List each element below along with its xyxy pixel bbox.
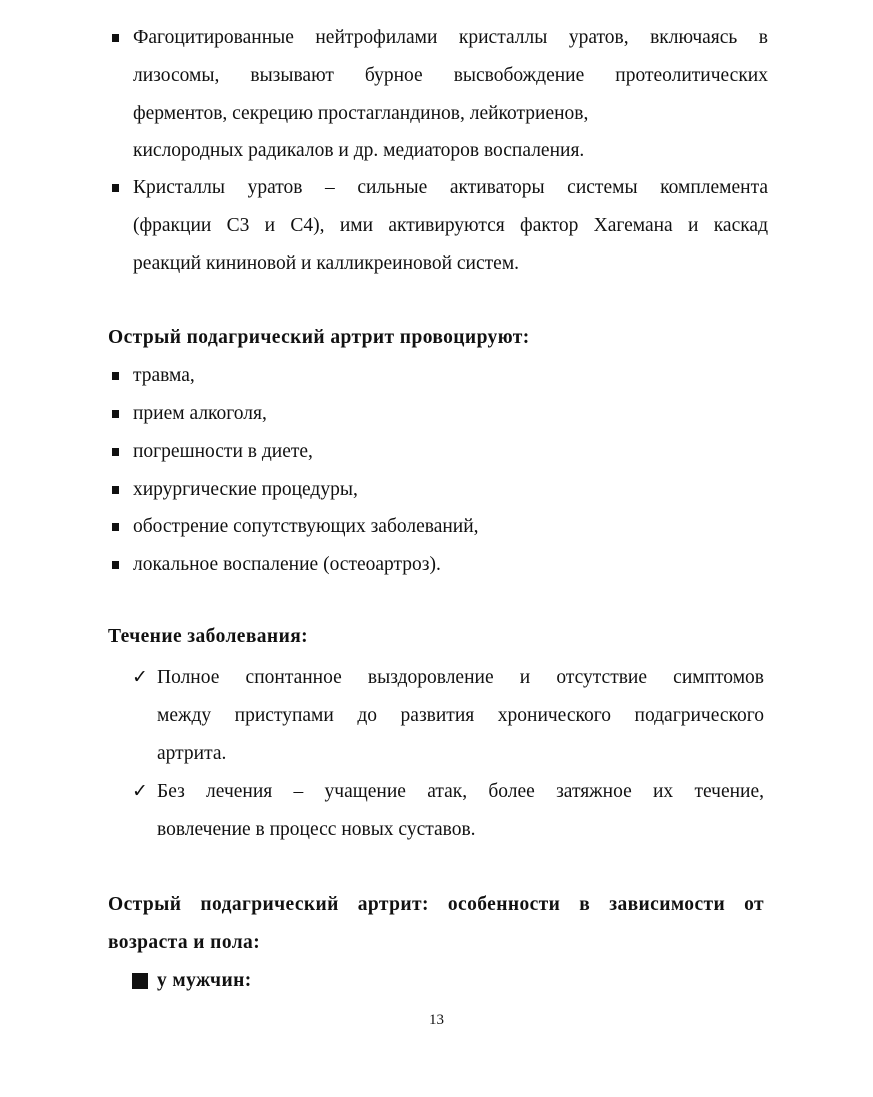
intro-bullet-2 (133, 169, 768, 282)
intro-bullet-2-line-1: Кристаллы уратов – сильные активаторы системы комплемента (133, 177, 768, 198)
course-item-2-line-1: Без лечения – учащение атак, более затяжное их течение, (157, 781, 764, 802)
age-sex-heading (108, 886, 764, 962)
course-item-1-line-1: Полное спонтанное выздоровление и отсутствие симптомов (157, 667, 764, 688)
trigger-item-1: травма, (133, 365, 195, 386)
square-bullet-icon (112, 410, 119, 418)
square-bullet-icon (112, 34, 119, 42)
large-square-bullet-icon (132, 973, 148, 989)
intro-bullet-2-line-3: реакций кининовой и калликреиновой систем. (133, 252, 520, 274)
square-bullet-icon (112, 448, 119, 456)
course-item-1-line-2: между приступами до развития хронического подагрического (157, 704, 764, 726)
square-bullet-icon (112, 486, 119, 494)
page-number: 13 (429, 1012, 444, 1028)
trigger-item-2: прием алкоголя, (133, 403, 267, 424)
trigger-item-6: локальное воспаление (остеоартроз). (133, 554, 441, 575)
intro-bullet-1 (133, 19, 768, 170)
trigger-item-4: хирургические процедуры, (133, 479, 358, 500)
trigger-item-5: обострение сопутствующих заболеваний, (133, 516, 479, 537)
course-item-2 (157, 773, 764, 849)
check-mark-icon: ✓ (132, 666, 148, 688)
square-bullet-icon (112, 561, 119, 569)
age-sex-heading-line-2: возраста и пола: (108, 931, 261, 953)
intro-bullet-1-line-3: ферментов, секрецию простагландинов, лейкотриенов, (133, 102, 589, 124)
course-item-1-line-3: артрита. (157, 742, 227, 764)
intro-bullet-1-line-2: лизосомы, вызывают бурное высвобождение протеолитических (133, 64, 768, 86)
course-heading: Течение заболевания: (108, 626, 309, 647)
square-bullet-icon (112, 372, 119, 380)
square-bullet-icon (112, 184, 119, 192)
course-item-2-line-2: вовлечение в процесс новых суставов. (157, 818, 476, 840)
age-sex-heading-line-1: Острый подагрический артрит: особенности в зависимости от (108, 894, 764, 915)
intro-bullet-1-line-1: Фагоцитированные нейтрофилами кристаллы уратов, включаясь в (133, 27, 768, 48)
sub-item-men: у мужчин: (157, 970, 252, 991)
course-item-1 (157, 659, 764, 772)
intro-bullet-1-line-4: кислородных радикалов и др. медиаторов воспаления. (133, 140, 585, 162)
trigger-item-3: погрешности в диете, (133, 441, 313, 462)
check-mark-icon: ✓ (132, 780, 148, 802)
triggers-heading: Острый подагрический артрит провоцируют: (108, 327, 530, 348)
intro-bullet-2-line-2: (фракции С3 и С4), ими активируются фактор Хагемана и каскад (133, 214, 768, 236)
square-bullet-icon (112, 523, 119, 531)
